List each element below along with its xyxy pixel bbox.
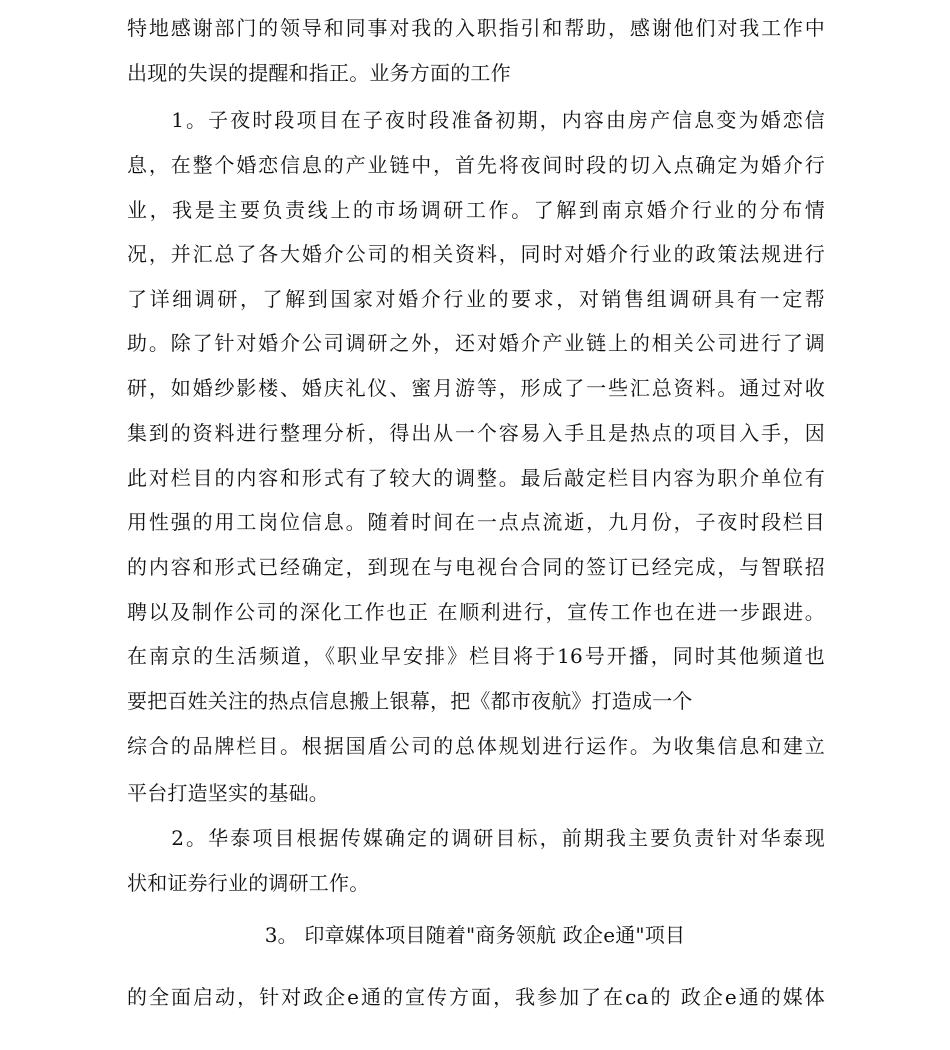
text-line: 综合的品牌栏目。根据国盾公司的总体规划进行运作。为收集信息和建立 bbox=[127, 734, 825, 758]
text-line: 出现的失误的提醒和指正。业务方面的工作 bbox=[127, 61, 511, 85]
text-line: 1。子夜时段项目在子夜时段准备初期，内容由房产信息变为婚恋信 bbox=[127, 108, 825, 132]
text-line: 特地感谢部门的领导和同事对我的入职指引和帮助，感谢他们对我工作中 bbox=[127, 16, 825, 40]
text-line: 状和证券行业的调研工作。 bbox=[127, 871, 370, 895]
text-line: 平台打造坚实的基础。 bbox=[127, 781, 329, 805]
text-line: 业，我是主要负责线上的市场调研工作。了解到南京婚介行业的分布情 bbox=[127, 198, 825, 222]
text-line: 息，在整个婚恋信息的产业链中，首先将夜间时段的切入点确定为婚介行 bbox=[127, 153, 825, 177]
text-line: 在南京的生活频道，《职业早安排》栏目将于16号开播，同时其他频道也 bbox=[127, 644, 825, 668]
text-line: 聘以及制作公司的深化工作也正 在顺利进行，宣传工作也在进一步跟进。 bbox=[127, 600, 825, 624]
text-line: 了详细调研，了解到国家对婚介行业的要求，对销售组调研具有一定帮 bbox=[127, 287, 825, 311]
text-line: 的全面启动，针对政企e通的宣传方面，我参加了在ca的 政企e通的媒体 bbox=[127, 985, 825, 1009]
section-heading: 3。 印章媒体项目随着"商务领航 政企e通"项目 bbox=[264, 923, 686, 947]
text-line: 用性强的用工岗位信息。随着时间在一点点流逝，九月份，子夜时段栏目 bbox=[127, 510, 825, 534]
text-line: 助。除了针对婚介公司调研之外，还对婚介产业链上的相关公司进行了调 bbox=[127, 331, 825, 355]
text-line: 研，如婚纱影楼、婚庆礼仪、蜜月游等，形成了一些汇总资料。通过对收 bbox=[127, 376, 825, 400]
text-line: 此对栏目的内容和形式有了较大的调整。最后敲定栏目内容为职介单位有 bbox=[127, 466, 825, 490]
text-line: 2。华泰项目根据传媒确定的调研目标，前期我主要负责针对华泰现 bbox=[127, 826, 825, 850]
text-line: 要把百姓关注的热点信息搬上银幕，把《都市夜航》打造成一个 bbox=[127, 689, 693, 713]
text-line: 集到的资料进行整理分析，得出从一个容易入手且是热点的项目入手，因 bbox=[127, 421, 825, 445]
text-line: 的内容和形式已经确定，到现在与电视台合同的签订已经完成，与智联招 bbox=[127, 555, 825, 579]
text-line: 况，并汇总了各大婚介公司的相关资料，同时对婚介行业的政策法规进行 bbox=[127, 242, 825, 266]
